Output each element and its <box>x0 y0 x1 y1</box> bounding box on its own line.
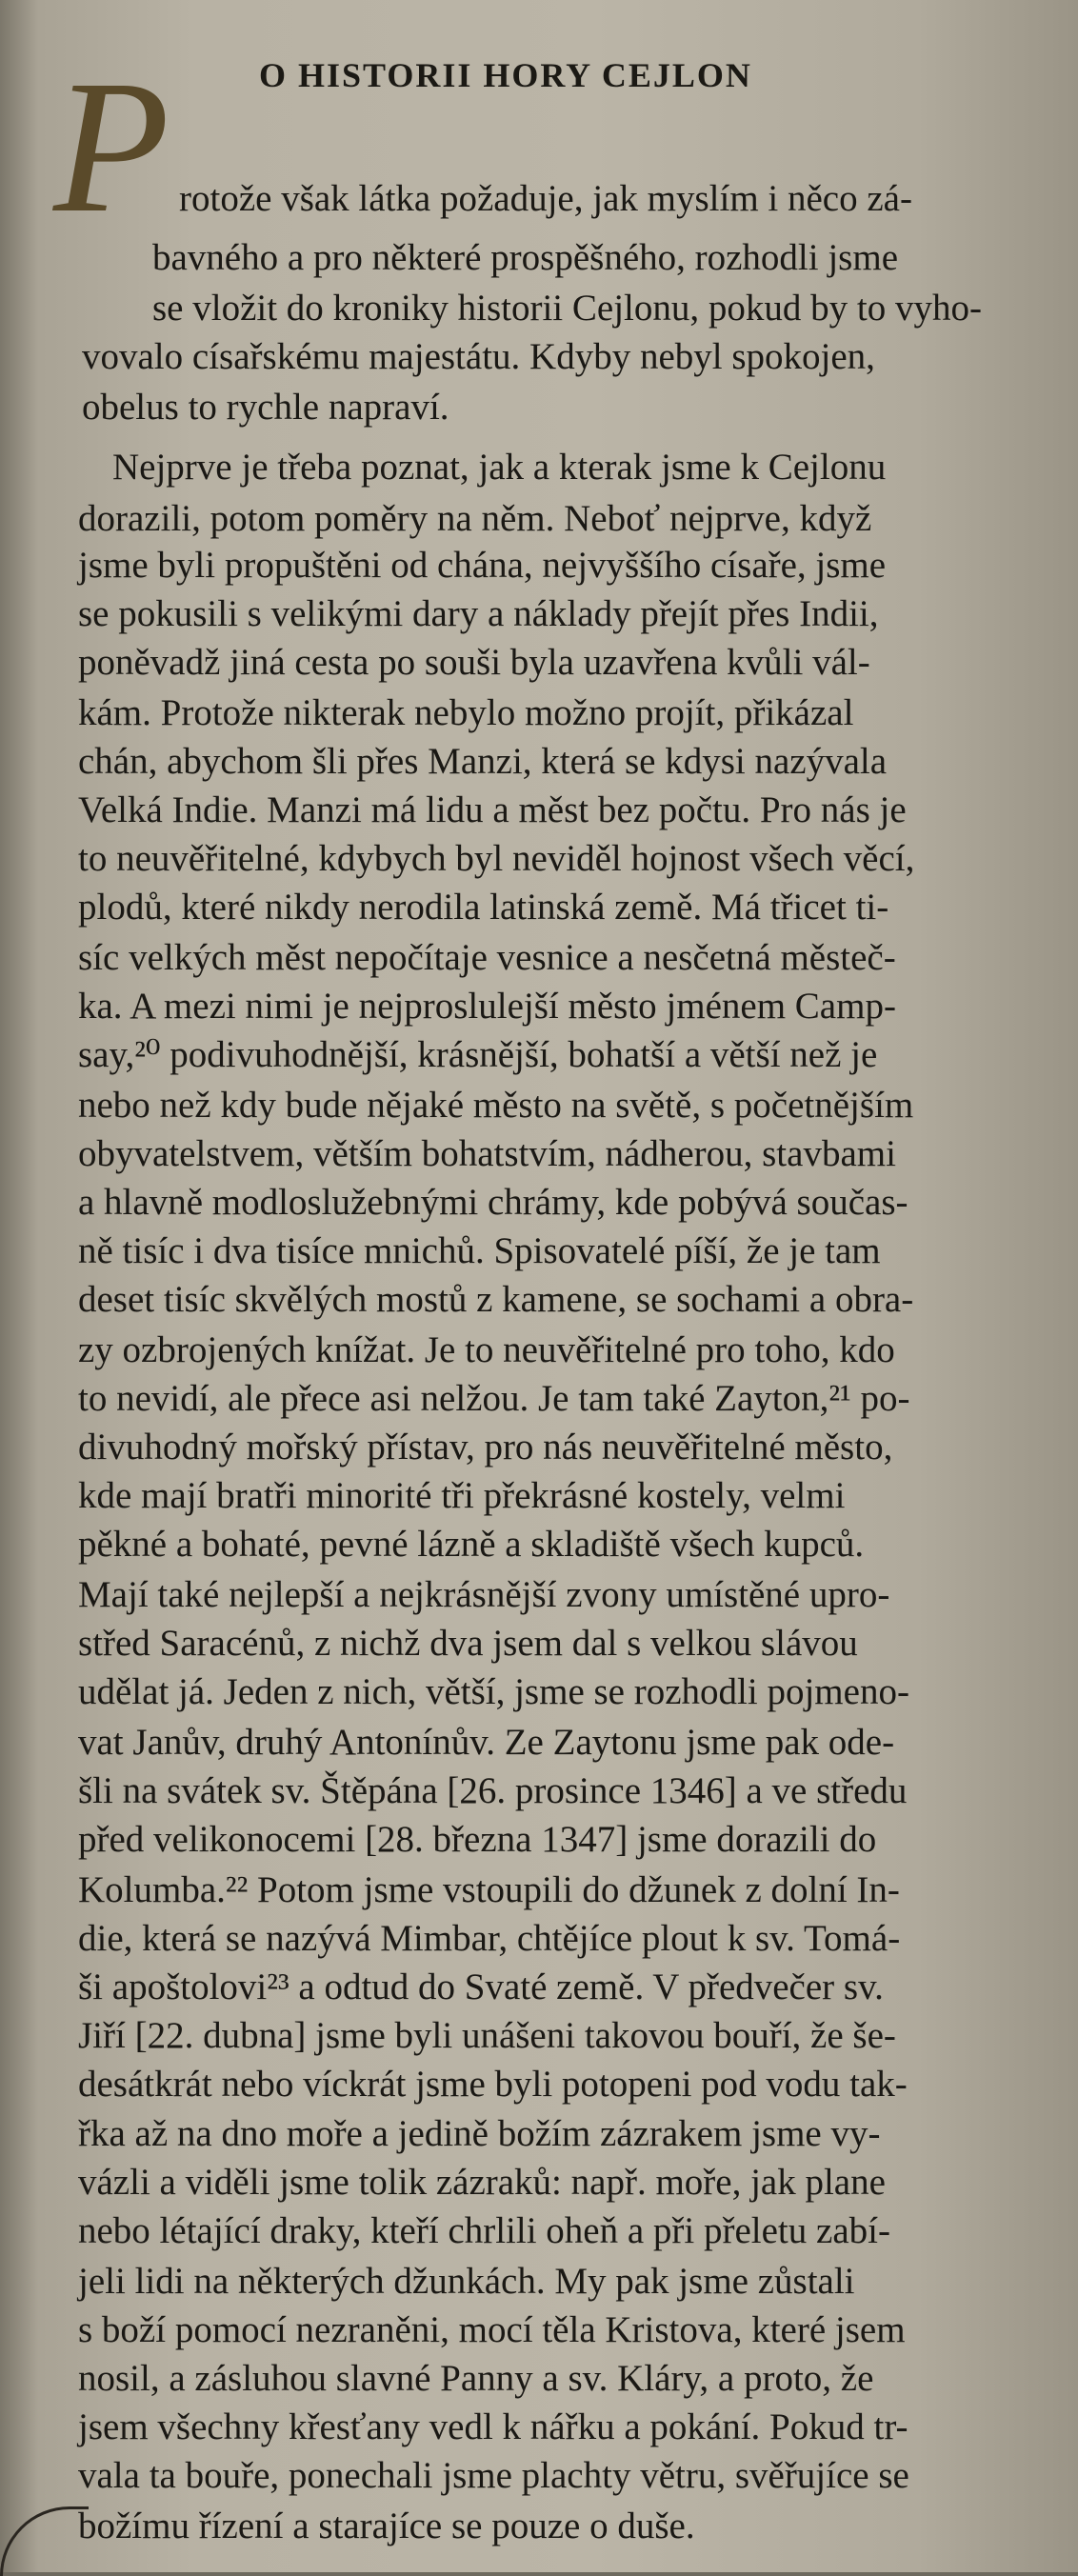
text-line: Mají také nejlepší a nejkrásnější zvony umístěné upro- <box>78 1574 890 1615</box>
text-line: nebo létající draky, kteří chrlili oheň a při přeletu zabí- <box>78 2210 890 2251</box>
text-line: kde mají bratři minorité tři překrásné kostely, velmi <box>78 1475 846 1516</box>
text-line: Kolumba.²² Potom jsme vstoupili do džunek z dolní In- <box>78 1869 900 1910</box>
text-line: vázli a viděli jsme tolik zázraků: např. moře, jak plane <box>78 2162 886 2203</box>
text-line: to neuvěřitelné, kdybych byl neviděl hojnost všech věcí, <box>78 838 915 879</box>
text-line: nosil, a zásluhou slavné Panny a sv. Kláry, a proto, že <box>78 2358 874 2399</box>
text-line: deset tisíc skvělých mostů z kamene, se sochami a obra- <box>78 1279 914 1320</box>
text-line: vat Janův, druhý Antonínův. Ze Zaytonu jsme pak ode- <box>78 1722 895 1763</box>
text-line: die, která se nazývá Mimbar, chtějíce plout k sv. Tomá- <box>78 1918 901 1959</box>
text-line: rotože však látka požaduje, jak myslím i něco zá- <box>179 178 912 219</box>
text-line: pěkné a bohaté, pevné lázně a skladiště všech kupců. <box>78 1524 865 1565</box>
text-line: desátkrát nebo víckrát jsme byli potopeni pod vodu tak- <box>78 2064 908 2105</box>
text-line: s boží pomocí nezraněni, mocí těla Kristova, které jsem <box>78 2309 906 2350</box>
text-line: se pokusili s velikými dary a náklady přejít přes Indii, <box>78 593 879 634</box>
text-line: poněvadž jiná cesta po souši byla uzavřena kvůli vál- <box>78 642 870 683</box>
text-line: bavného a pro některé prospěšného, rozhodli jsme <box>152 237 899 278</box>
page-gutter-shadow <box>0 0 38 2572</box>
text-line: před velikonocemi [28. března 1347] jsme dorazili do <box>78 1819 877 1860</box>
text-line: jsme byli propuštěni od chána, nejvyššího císaře, jsme <box>78 545 887 586</box>
text-line: ši apoštolovi²³ a odtud do Svaté země. V předvečer sv. <box>78 1967 884 2007</box>
text-line: a hlavně modloslužebnými chrámy, kde pobývá součas- <box>78 1182 908 1223</box>
text-line: jeli lidi na některých džunkách. My pak jsme zůstali <box>78 2261 855 2302</box>
text-line: střed Saracénů, z nichž dva jsem dal s velkou slávou <box>78 1623 858 1664</box>
text-line: řka až na dno moře a jedině božím zázrakem jsme vy- <box>78 2113 881 2154</box>
text-line: to nevidí, ale přece asi nelžou. Je tam také Zayton,²¹ po- <box>78 1378 910 1419</box>
drop-cap: P <box>53 42 170 252</box>
text-line: se vložit do kroniky historii Cejlonu, pokud by to vyho- <box>152 288 982 329</box>
text-line: plodů, které nikdy nerodila latinská země. Má třicet ti- <box>78 887 889 928</box>
text-line: zy ozbrojených knížat. Je to neuvěřitelné pro toho, kdo <box>78 1329 895 1370</box>
page-heading: O HISTORII HORY CEJLON <box>259 56 752 94</box>
text-line: dorazili, potom poměry na něm. Neboť nejprve, když <box>78 498 872 539</box>
text-line: Velká Indie. Manzi má lidu a měst bez počtu. Pro nás je <box>78 789 907 830</box>
text-line: ka. A mezi nimi je nejproslulejší město jménem Camp- <box>78 986 896 1027</box>
text-line: nebo než kdy bude nějaké město na světě, s početnějším <box>78 1085 914 1126</box>
text-line: obelus to rychle napraví. <box>82 387 449 428</box>
text-line: kám. Protože nikterak nebylo možno projít, přikázal <box>78 692 854 733</box>
text-line: divuhodný mořský přístav, pro nás neuvěřitelné město, <box>78 1427 893 1468</box>
text-line: chán, abychom šli přes Manzi, která se kdysi nazývala <box>78 741 888 782</box>
text-line: božímu řízení a starajíce se pouze o duše. <box>78 2506 695 2546</box>
text-line: síc velkých měst nepočítaje vesnice a nesčetná městeč- <box>78 937 896 978</box>
text-line: vovalo císařskému majestátu. Kdyby nebyl spokojen, <box>82 336 875 377</box>
text-line: Jiří [22. dubna] jsme byli unášeni takovou bouří, že še- <box>78 2015 896 2056</box>
text-line: obyvatelstvem, větším bohatstvím, nádherou, stavbami <box>78 1133 896 1174</box>
text-line: udělat já. Jeden z nich, větší, jsme se rozhodli pojmeno- <box>78 1671 909 1712</box>
text-line: Nejprve je třeba poznat, jak a kterak jsme k Cejlonu <box>112 447 887 488</box>
text-line: say,²⁰ podivuhodnější, krásnější, bohatší a větší než je <box>78 1034 878 1075</box>
text-line: jsem všechny křesťany vedl k nářku a pokání. Pokud tr- <box>78 2406 908 2447</box>
text-line: vala ta bouře, ponechali jsme plachty větru, svěřujíce se <box>78 2455 909 2496</box>
text-line: ně tisíc i dva tisíce mnichů. Spisovatelé píší, že je tam <box>78 1230 881 1271</box>
text-line: šli na svátek sv. Štěpána [26. prosince 1346] a ve středu <box>78 1770 908 1811</box>
